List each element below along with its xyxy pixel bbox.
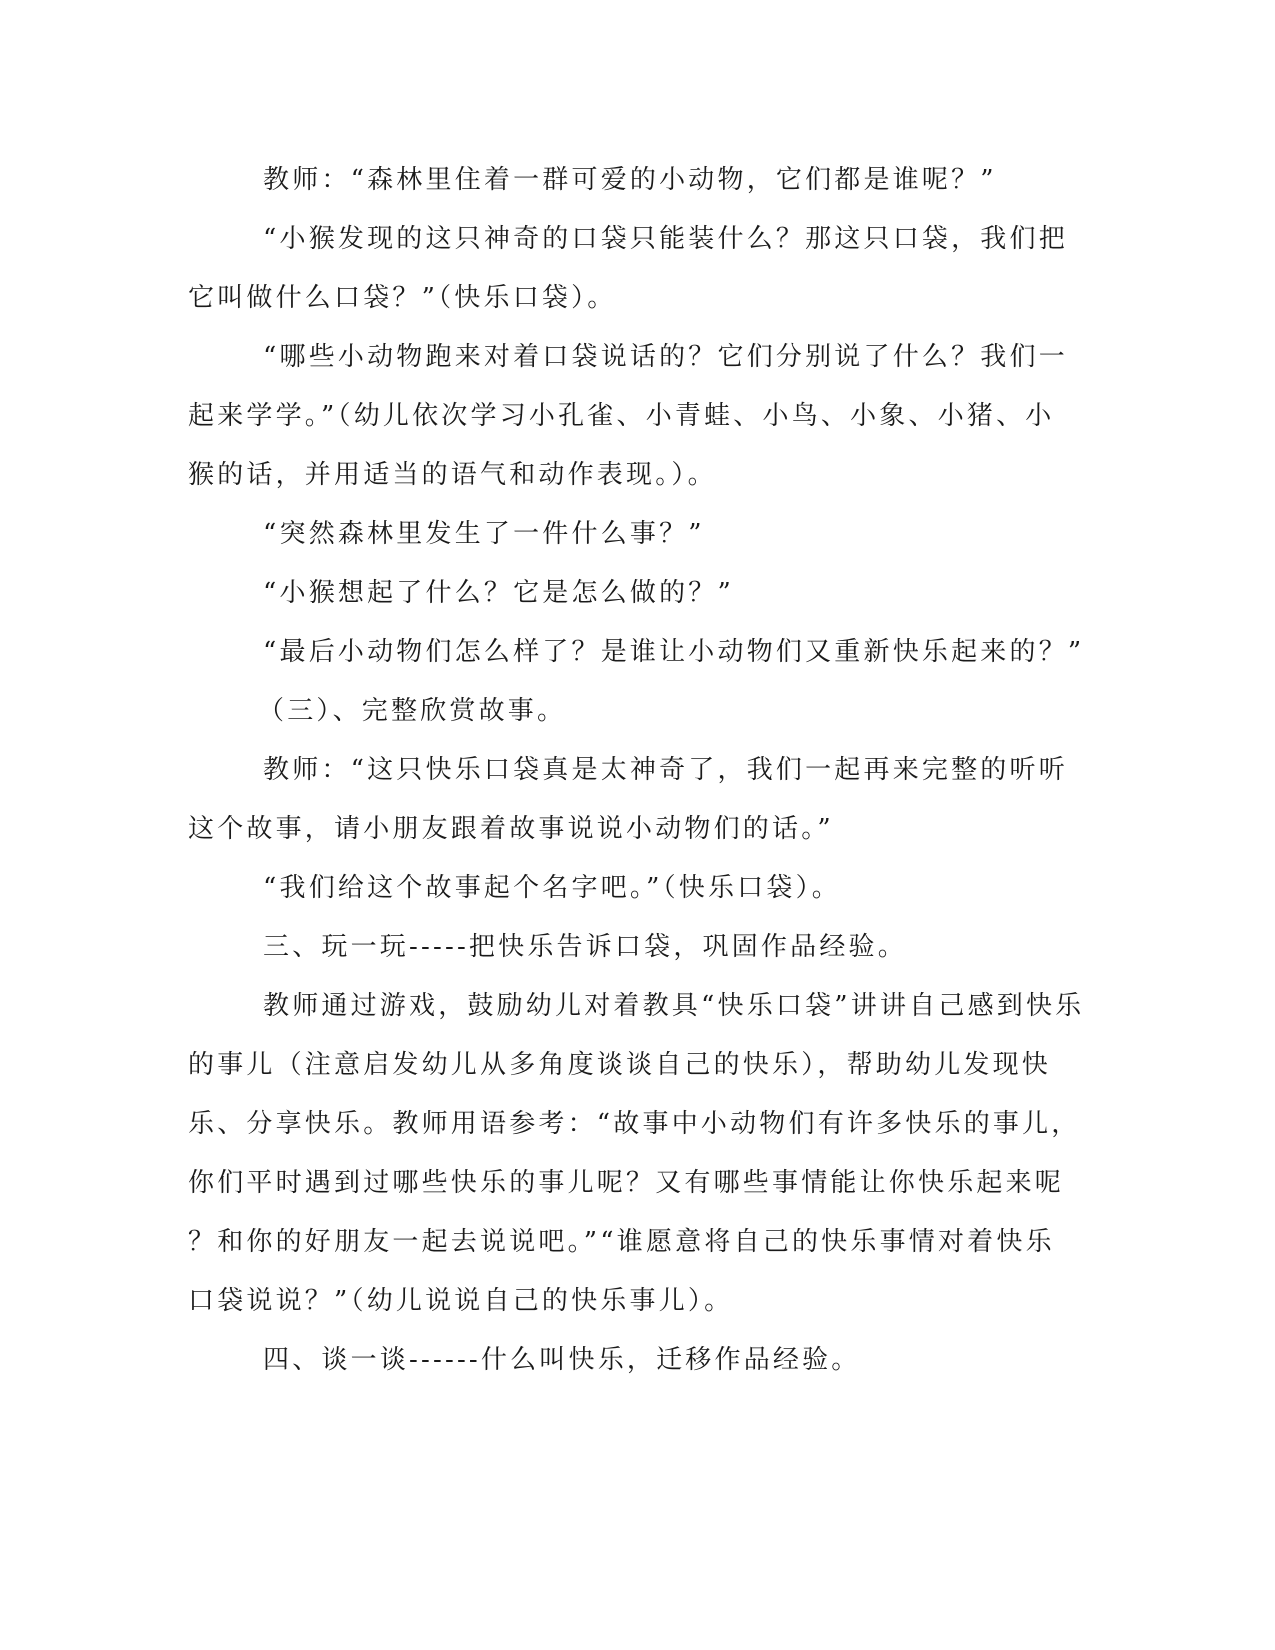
paragraph-line: 猴的话，并用适当的语气和动作表现。）。 xyxy=(188,460,717,490)
section-heading: 四、谈一谈------什么叫快乐，迁移作品经验。 xyxy=(263,1345,861,1375)
paragraph-line: 教师通过游戏，鼓励幼儿对着教具“快乐口袋”讲讲自己感到快乐 xyxy=(263,991,1085,1021)
paragraph-line: “哪些小动物跑来对着口袋说话的？它们分别说了什么？我们一 xyxy=(263,342,1068,372)
paragraph-line: “我们给这个故事起个名字吧。”（快乐口袋）。 xyxy=(263,873,841,903)
paragraph-line: “突然森林里发生了一件什么事？” xyxy=(263,519,705,549)
paragraph-line: 起来学学。”（幼儿依次学习小孔雀、小青蛙、小鸟、小象、小猪、小 xyxy=(188,401,1055,431)
paragraph-line: “最后小动物们怎么样了？是谁让小动物们又重新快乐起来的？” xyxy=(263,637,1085,667)
paragraph-line: 口袋说说？”（幼儿说说自己的快乐事儿）。 xyxy=(188,1286,734,1316)
paragraph-line: 的事儿（注意启发幼儿从多角度谈谈自己的快乐），帮助幼儿发现快 xyxy=(188,1050,1052,1080)
section-heading: （三）、完整欣赏故事。 xyxy=(258,696,567,726)
paragraph-line: 这个故事，请小朋友跟着故事说说小动物们的话。” xyxy=(188,814,834,844)
paragraph-line: 乐、分享快乐。教师用语参考：“故事中小动物们有许多快乐的事儿， xyxy=(188,1109,1081,1139)
paragraph-line: 教师：“森林里住着一群可爱的小动物，它们都是谁呢？” xyxy=(263,165,997,195)
paragraph-line: 它叫做什么口袋？”（快乐口袋）。 xyxy=(188,283,617,313)
section-heading: 三、玩一玩-----把快乐告诉口袋，巩固作品经验。 xyxy=(263,932,907,962)
paragraph-line: 你们平时遇到过哪些快乐的事儿呢？又有哪些事情能让你快乐起来呢 xyxy=(188,1168,1065,1198)
paragraph-line: ？和你的好朋友一起去说说吧。”“谁愿意将自己的快乐事情对着快乐 xyxy=(188,1227,1055,1257)
paragraph-line: 教师：“这只快乐口袋真是太神奇了，我们一起再来完整的听听 xyxy=(263,755,1068,785)
paragraph-line: “小猴发现的这只神奇的口袋只能装什么？那这只口袋，我们把 xyxy=(263,224,1068,254)
paragraph-line: “小猴想起了什么？它是怎么做的？” xyxy=(263,578,734,608)
